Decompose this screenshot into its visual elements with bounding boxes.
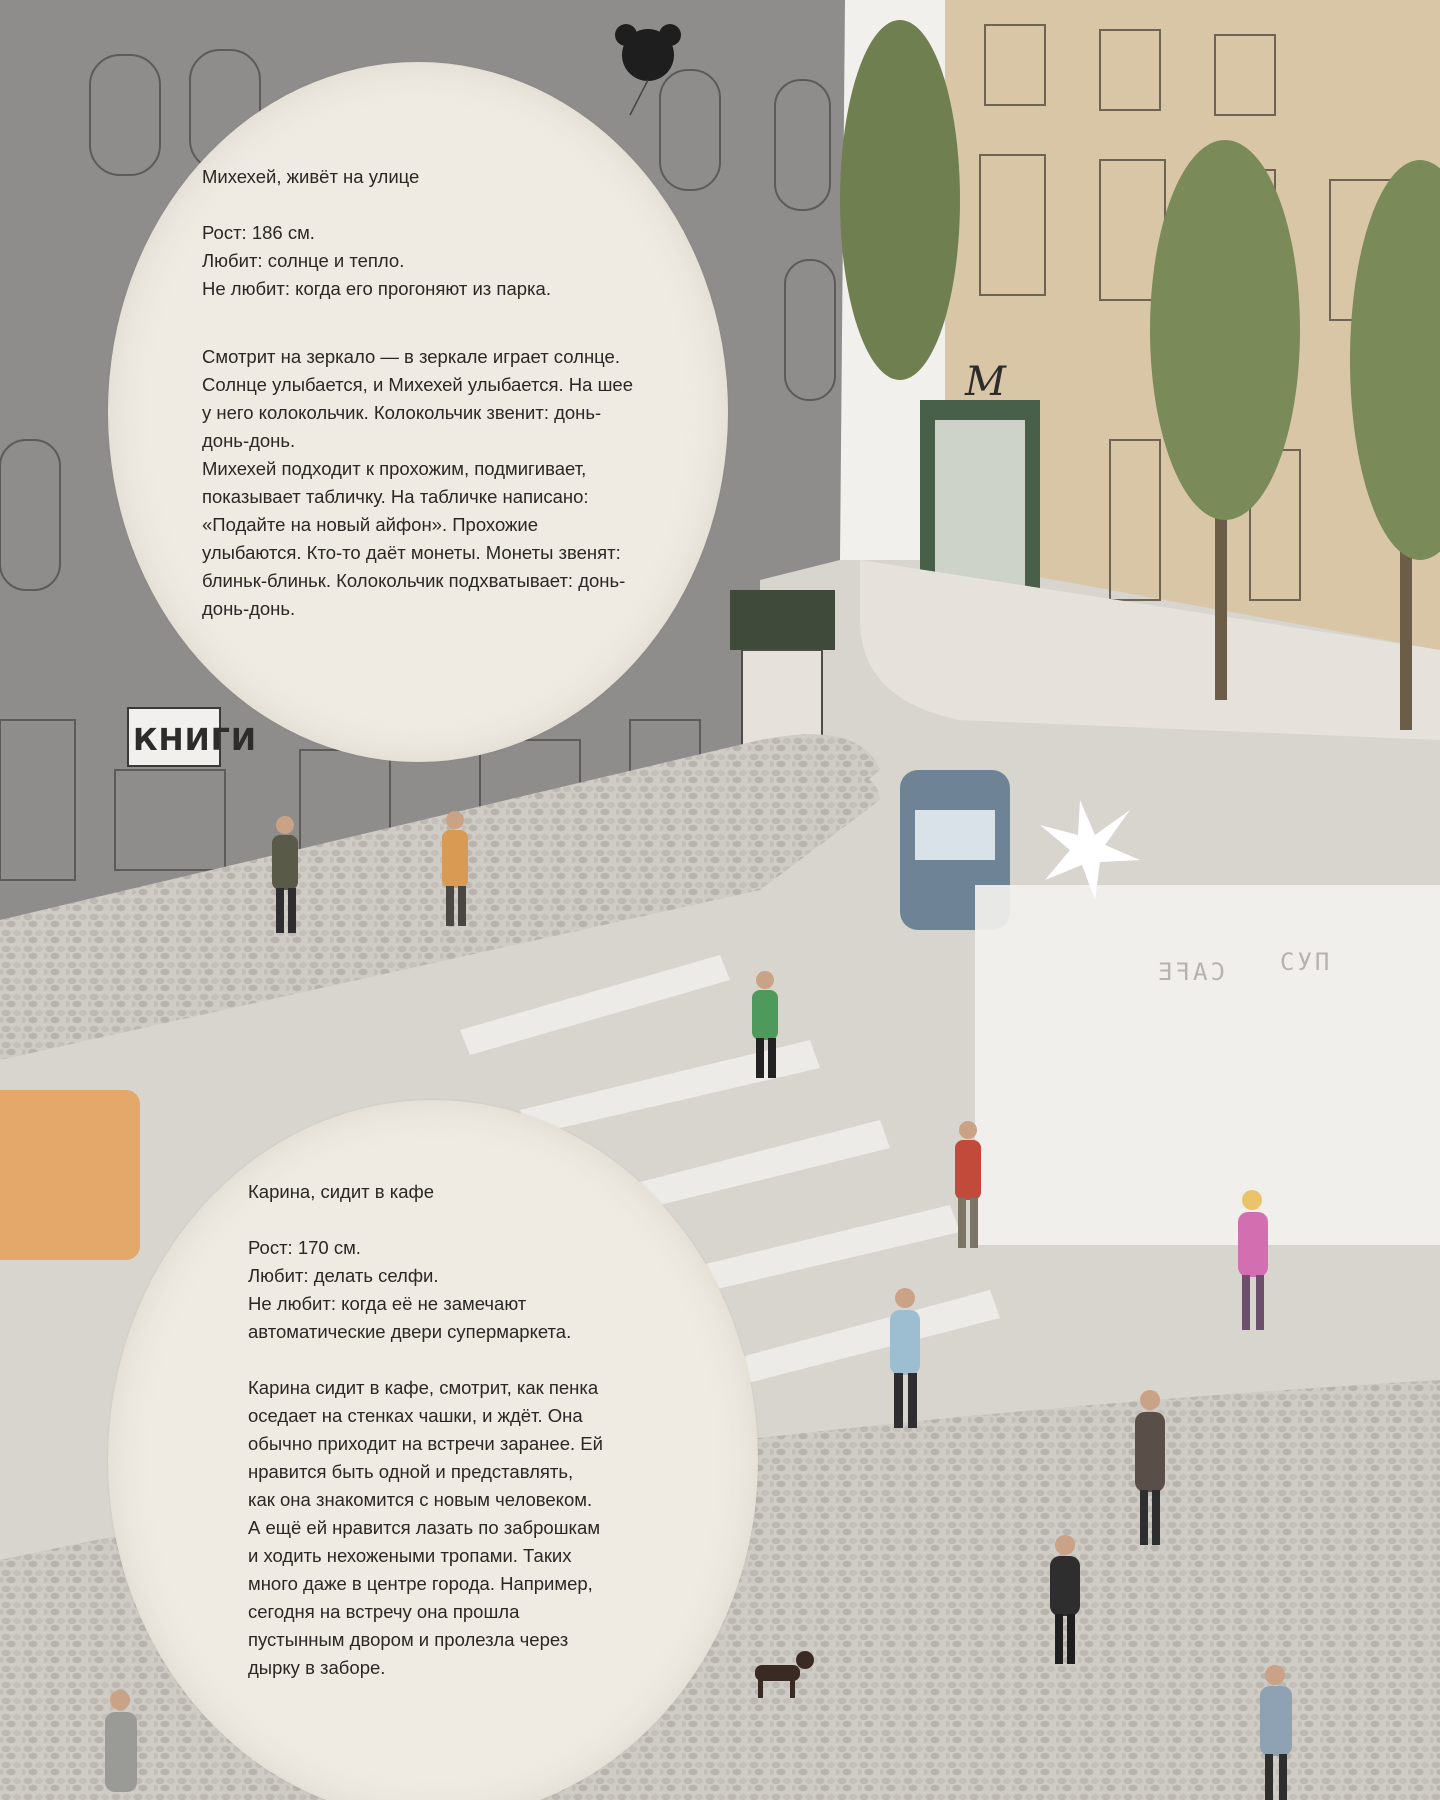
profile-heading: Михехей, живёт на улице <box>202 166 420 187</box>
story-line: Смотрит на зеркало — в зеркале играет солнце. <box>202 346 620 367</box>
cafe-window <box>975 885 1440 1245</box>
story-line: улыбаются. Кто-то даёт монеты. Монеты звенят: <box>202 542 621 563</box>
bookshop-sign: КНИГИ <box>133 723 257 758</box>
story-line: «Подайте на новый айфон». Прохожие <box>202 514 539 535</box>
story-line: много даже в центре города. Например, <box>248 1573 593 1594</box>
story-line: Михехей подходит к прохожим, подмигивает, <box>202 458 587 479</box>
story-line: обычно приходит на встречи заранее. Ей <box>248 1433 603 1454</box>
profile-text-mikhekhey <box>202 163 702 623</box>
kiosk-awning <box>730 590 835 650</box>
story-line: показывает табличку. На табличке написано: <box>202 486 589 507</box>
profile-height: Рост: 170 см. <box>248 1237 361 1258</box>
story-line: нравится быть одной и представлять, <box>248 1461 574 1482</box>
story-line: у него колокольчик. Колокольчик звенит: донь- <box>202 402 602 423</box>
story-line: донь-донь. <box>202 598 296 619</box>
profile-dislikes: автоматические двери супермаркета. <box>248 1321 572 1342</box>
profile-dislikes: Не любит: когда его прогоняют из парка. <box>202 278 551 299</box>
profile-likes: Любит: солнце и тепло. <box>202 250 405 271</box>
story-line: пустынным двором и пролезла через <box>248 1629 569 1650</box>
profile-heading: Карина, сидит в кафе <box>248 1181 435 1202</box>
story-line: сегодня на встречу она прошла <box>248 1601 520 1622</box>
orange-car <box>0 1090 140 1260</box>
story-line: оседает на стенках чашки, и ждёт. Она <box>248 1405 583 1426</box>
story-line: и ходить нехожеными тропами. Таких <box>248 1545 572 1566</box>
cafe-m-sign: M <box>965 359 1006 405</box>
profile-likes: Любит: делать селфи. <box>248 1265 439 1286</box>
profile-dislikes: Не любит: когда её не замечают <box>248 1293 527 1314</box>
story-line: Карина сидит в кафе, смотрит, как пенка <box>248 1377 599 1398</box>
story-line: дырку в заборе. <box>248 1657 386 1678</box>
story-line: Солнце улыбается, и Михехей улыбается. На шее <box>202 374 633 395</box>
profile-height: Рост: 186 см. <box>202 222 315 243</box>
story-line: донь-донь. <box>202 430 296 451</box>
story-line: А ещё ей нравится лазать по заброшкам <box>248 1517 601 1538</box>
story-line: как она знакомится с новым человеком. <box>248 1489 593 1510</box>
profile-text-karina <box>248 1178 708 1682</box>
cafe-sign-right: СУП <box>1280 948 1333 976</box>
cafe-sign-left: CAFE <box>1155 958 1225 986</box>
story-line: блиньк-блиньк. Колокольчик подхватывает: донь- <box>202 570 626 591</box>
